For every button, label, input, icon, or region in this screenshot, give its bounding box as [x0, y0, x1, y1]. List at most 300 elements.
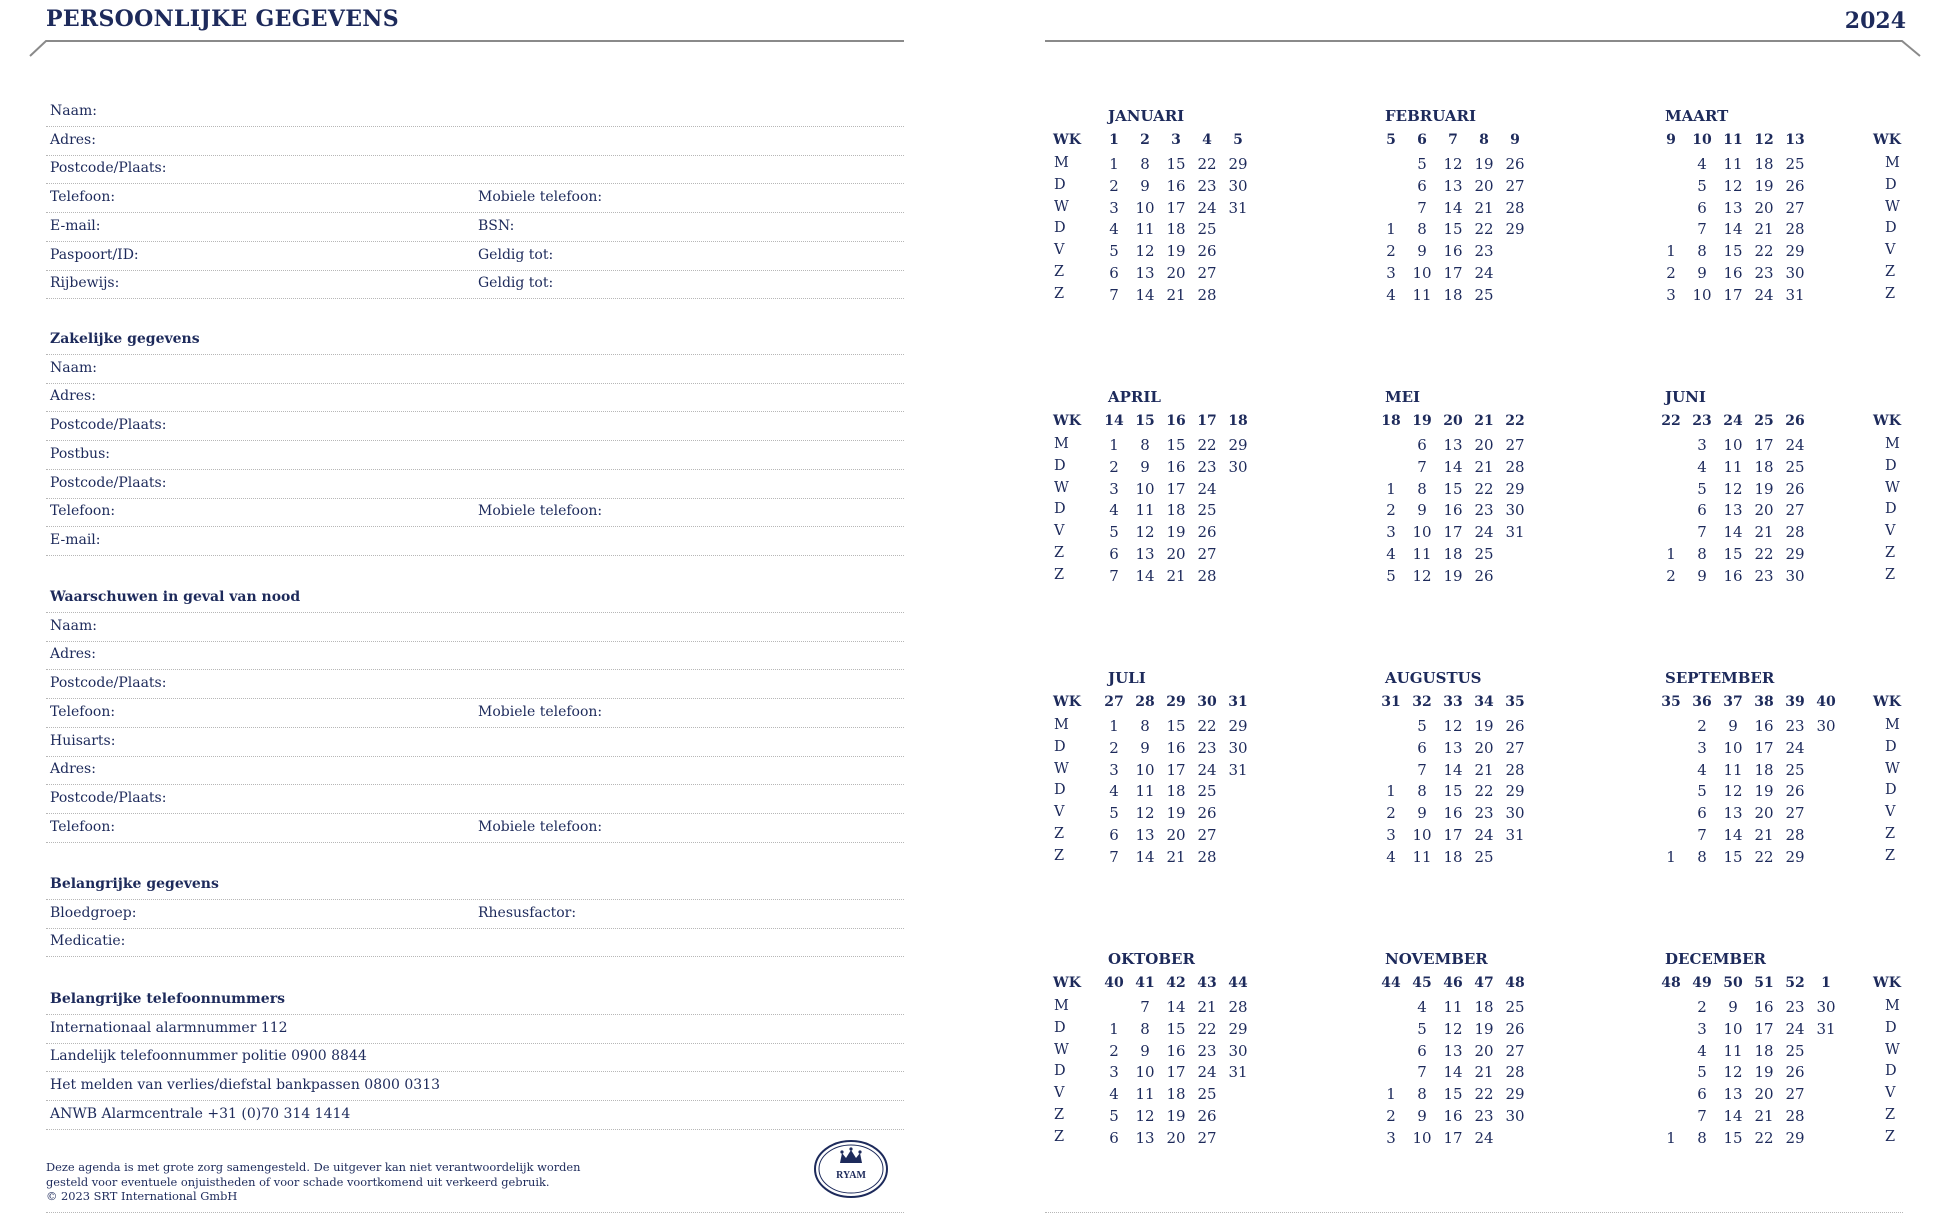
- business-field-row[interactable]: [46, 383, 904, 412]
- day-number: 8: [1697, 1128, 1707, 1147]
- week-number: 32: [1412, 694, 1432, 710]
- day-number: 20: [1474, 738, 1494, 757]
- day-number: 9: [1140, 738, 1150, 757]
- field-label-secondary: Geldig tot:: [478, 275, 554, 292]
- field-label: Rijbewijs:: [50, 275, 120, 292]
- day-number: 12: [1135, 804, 1155, 823]
- weekday-label-left: Z: [1054, 1128, 1065, 1145]
- day-number: 1: [1666, 545, 1676, 563]
- day-number: 27: [1505, 436, 1525, 454]
- day-number: 13: [1723, 501, 1743, 520]
- day-number: 9: [1417, 242, 1427, 261]
- month-name: SEPTEMBER: [1665, 669, 1775, 687]
- day-number: 31: [1785, 285, 1805, 304]
- day-number: 1: [1386, 1085, 1396, 1104]
- day-number: 14: [1135, 847, 1155, 866]
- disclaimer-line: gesteld voor eventuele onjuistheden of voor schade voortkomend uit verkeerd gebruik.: [46, 1174, 550, 1189]
- week-number: 9: [1510, 132, 1520, 148]
- day-number: 12: [1723, 176, 1743, 195]
- day-number: 17: [1443, 523, 1463, 542]
- weekday-label-left: W: [1054, 1041, 1069, 1058]
- weekday-label-left: Z: [1054, 826, 1065, 842]
- weekday-label-left: Z: [1054, 847, 1065, 864]
- personal-field-row[interactable]: [46, 270, 904, 299]
- personal-field-row[interactable]: [46, 213, 904, 242]
- phones-field-row[interactable]: [46, 1072, 904, 1101]
- day-number: 29: [1785, 847, 1805, 866]
- phones-section-title: [46, 986, 904, 1015]
- week-number: 21: [1474, 413, 1494, 429]
- field-label: Telefoon:: [50, 503, 116, 520]
- day-number: 26: [1785, 1063, 1805, 1082]
- day-number: 6: [1697, 501, 1707, 520]
- week-number: 47: [1474, 975, 1494, 991]
- week-number: 15: [1135, 413, 1155, 429]
- section-heading: Belangrijke telefoonnummers: [50, 991, 285, 1007]
- day-number: 25: [1474, 285, 1494, 304]
- day-number: 12: [1443, 717, 1463, 735]
- day-number: 8: [1697, 242, 1707, 261]
- day-number: 27: [1785, 1085, 1805, 1104]
- day-number: 21: [1474, 198, 1494, 217]
- day-number: 4: [1417, 998, 1427, 1016]
- week-number: 25: [1754, 413, 1774, 429]
- day-number: 28: [1785, 826, 1805, 844]
- day-number: 8: [1417, 220, 1427, 239]
- day-number: 28: [1197, 566, 1217, 585]
- day-number: 8: [1697, 545, 1707, 563]
- week-number: 44: [1228, 975, 1248, 991]
- day-number: 28: [1197, 847, 1217, 866]
- day-number: 17: [1166, 479, 1186, 498]
- day-number: 20: [1166, 1128, 1186, 1147]
- day-number: 22: [1474, 479, 1494, 498]
- day-number: 22: [1474, 782, 1494, 801]
- day-number: 16: [1166, 176, 1186, 195]
- section-heading: Belangrijke gegevens: [50, 876, 219, 892]
- day-number: 3: [1109, 1063, 1119, 1082]
- week-number: 20: [1443, 413, 1463, 429]
- field-label: Postcode/Plaats:: [50, 417, 167, 434]
- day-number: 3: [1386, 826, 1396, 844]
- week-number: 14: [1104, 413, 1124, 429]
- personal-field-row[interactable]: [46, 127, 904, 156]
- emergency-field-row[interactable]: [46, 613, 904, 642]
- day-number: 27: [1197, 826, 1217, 844]
- day-number: 5: [1386, 566, 1396, 585]
- business-field-row[interactable]: [46, 527, 904, 556]
- field-label: Adres:: [50, 131, 96, 148]
- week-number: 10: [1692, 132, 1712, 148]
- day-number: 21: [1474, 457, 1494, 476]
- day-number: 20: [1754, 804, 1774, 823]
- day-number: 29: [1505, 1085, 1525, 1104]
- weekday-label-left: V: [1054, 242, 1065, 259]
- day-number: 17: [1166, 198, 1186, 217]
- day-number: 1: [1666, 242, 1676, 261]
- day-number: 27: [1505, 738, 1525, 757]
- day-number: 26: [1197, 523, 1217, 542]
- day-number: 19: [1754, 479, 1774, 498]
- day-number: 16: [1723, 566, 1743, 585]
- day-number: 18: [1754, 155, 1774, 173]
- day-number: 23: [1754, 566, 1774, 585]
- day-number: 17: [1723, 285, 1743, 304]
- day-number: 26: [1197, 242, 1217, 261]
- day-number: 17: [1166, 760, 1186, 779]
- day-number: 10: [1135, 198, 1155, 217]
- week-number: 35: [1505, 694, 1525, 710]
- personal-field-row[interactable]: [46, 155, 904, 184]
- personal-field-row[interactable]: [46, 184, 904, 213]
- day-number: 2: [1109, 176, 1119, 195]
- day-number: 5: [1697, 176, 1707, 195]
- field-label-secondary: Mobiele telefoon:: [478, 189, 603, 206]
- day-number: 2: [1386, 804, 1396, 823]
- day-number: 18: [1166, 501, 1186, 520]
- weekday-label-right: Z: [1885, 847, 1896, 864]
- day-number: 8: [1417, 479, 1427, 498]
- day-number: 8: [1697, 847, 1707, 866]
- weekday-label-right: V: [1885, 523, 1896, 540]
- day-number: 24: [1474, 264, 1494, 282]
- day-number: 20: [1474, 1041, 1494, 1060]
- day-number: 13: [1443, 436, 1463, 454]
- day-number: 23: [1474, 804, 1494, 823]
- day-number: 19: [1754, 782, 1774, 801]
- day-number: 21: [1474, 760, 1494, 779]
- day-number: 3: [1386, 523, 1396, 542]
- day-number: 28: [1197, 285, 1217, 304]
- day-number: 2: [1386, 501, 1396, 520]
- day-number: 8: [1417, 1085, 1427, 1104]
- phones-field-row[interactable]: [46, 1101, 904, 1130]
- day-number: 15: [1166, 436, 1186, 454]
- important-section-title: [46, 871, 904, 900]
- bottom-divider-right: [1045, 1212, 1903, 1213]
- day-number: 23: [1197, 1041, 1217, 1060]
- field-label-secondary: BSN:: [478, 217, 515, 234]
- week-number: 22: [1661, 413, 1681, 429]
- week-label-right: WK: [1873, 413, 1901, 429]
- day-number: 28: [1505, 1063, 1525, 1082]
- day-number: 30: [1505, 501, 1525, 520]
- field-label: Paspoort/ID:: [50, 246, 139, 263]
- day-number: 12: [1135, 1107, 1155, 1125]
- emergency-field-row[interactable]: [46, 641, 904, 670]
- day-number: 1: [1666, 847, 1676, 866]
- emergency-field-row[interactable]: [46, 785, 904, 814]
- business-field-row[interactable]: [46, 412, 904, 441]
- day-number: 18: [1166, 220, 1186, 239]
- day-number: 11: [1723, 457, 1743, 476]
- day-number: 11: [1412, 285, 1432, 304]
- day-number: 19: [1474, 1019, 1494, 1038]
- day-number: 14: [1135, 566, 1155, 585]
- day-number: 19: [1166, 523, 1186, 542]
- day-number: 9: [1728, 717, 1738, 735]
- day-number: 28: [1505, 760, 1525, 779]
- week-number: 19: [1412, 413, 1432, 429]
- day-number: 5: [1697, 479, 1707, 498]
- emergency-field-row[interactable]: [46, 728, 904, 757]
- weekday-label-right: Z: [1885, 545, 1896, 561]
- business-field-row[interactable]: [46, 470, 904, 499]
- day-number: 14: [1723, 826, 1743, 844]
- week-number: 40: [1104, 975, 1124, 991]
- day-number: 9: [1728, 998, 1738, 1016]
- day-number: 2: [1109, 1041, 1119, 1060]
- field-label: Het melden van verlies/diefstal bankpassen 0800 0313: [50, 1077, 441, 1094]
- day-number: 30: [1228, 1041, 1248, 1060]
- day-number: 30: [1228, 738, 1248, 757]
- weekday-label-left: D: [1054, 1019, 1066, 1036]
- week-number: 49: [1692, 975, 1712, 991]
- day-number: 4: [1697, 457, 1707, 476]
- day-number: 4: [1697, 1041, 1707, 1060]
- phones-field-row[interactable]: [46, 1015, 904, 1044]
- day-number: 6: [1697, 1085, 1707, 1104]
- day-number: 12: [1135, 242, 1155, 261]
- field-label: Postcode/Plaats:: [50, 474, 167, 491]
- day-number: 3: [1109, 198, 1119, 217]
- emergency-section-title: [46, 584, 904, 613]
- day-number: 10: [1723, 1019, 1743, 1038]
- month-name: MAART: [1665, 107, 1729, 125]
- day-number: 21: [1197, 998, 1217, 1016]
- day-number: 5: [1417, 155, 1427, 173]
- field-label: Telefoon:: [50, 818, 116, 835]
- business-field-row[interactable]: [46, 355, 904, 384]
- day-number: 24: [1785, 738, 1805, 757]
- week-number: 45: [1412, 975, 1432, 991]
- day-number: 27: [1785, 804, 1805, 823]
- weekday-label-right: W: [1885, 479, 1900, 496]
- day-number: 5: [1417, 1019, 1427, 1038]
- day-number: 24: [1197, 198, 1217, 217]
- day-number: 10: [1412, 826, 1432, 844]
- section-heading: Waarschuwen in geval van nood: [50, 589, 301, 605]
- day-number: 15: [1443, 220, 1463, 239]
- day-number: 23: [1785, 998, 1805, 1016]
- phones-field-row[interactable]: [46, 1043, 904, 1072]
- day-number: 17: [1443, 826, 1463, 844]
- weekday-label-right: M: [1885, 155, 1900, 171]
- weekday-label-left: V: [1054, 523, 1065, 540]
- day-number: 3: [1697, 436, 1707, 454]
- day-number: 24: [1197, 1063, 1217, 1082]
- day-number: 23: [1785, 717, 1805, 735]
- weekday-label-right: Z: [1885, 1107, 1896, 1123]
- personal-field-row[interactable]: [46, 242, 904, 271]
- month-name: FEBRUARI: [1385, 107, 1476, 125]
- day-number: 29: [1785, 242, 1805, 261]
- weekday-label-right: M: [1885, 717, 1900, 733]
- day-number: 15: [1723, 847, 1743, 866]
- day-number: 5: [1109, 242, 1119, 261]
- day-number: 24: [1474, 1128, 1494, 1147]
- day-number: 13: [1723, 198, 1743, 217]
- day-number: 6: [1417, 1041, 1427, 1060]
- day-number: 17: [1754, 1019, 1774, 1038]
- week-number: 29: [1166, 694, 1186, 710]
- weekday-label-right: D: [1885, 220, 1897, 237]
- day-number: 22: [1197, 717, 1217, 735]
- day-number: 2: [1666, 566, 1676, 585]
- day-number: 24: [1197, 479, 1217, 498]
- day-number: 29: [1228, 155, 1248, 173]
- day-number: 8: [1140, 436, 1150, 454]
- day-number: 6: [1417, 738, 1427, 757]
- weekday-label-left: W: [1054, 760, 1069, 777]
- day-number: 23: [1474, 501, 1494, 520]
- day-number: 7: [1697, 220, 1707, 239]
- week-number: 24: [1723, 413, 1743, 429]
- day-number: 16: [1443, 501, 1463, 520]
- personal-field-row[interactable]: [46, 98, 904, 127]
- page-title: PERSOONLIJKE GEGEVENS: [46, 6, 399, 32]
- day-number: 7: [1109, 566, 1119, 585]
- weekday-label-left: W: [1054, 198, 1069, 215]
- week-number: 37: [1723, 694, 1743, 710]
- week-number: 9: [1666, 132, 1676, 148]
- day-number: 6: [1417, 176, 1427, 195]
- field-label: Postcode/Plaats:: [50, 675, 167, 692]
- week-number: 5: [1386, 132, 1396, 148]
- day-number: 15: [1166, 155, 1186, 173]
- day-number: 14: [1166, 998, 1186, 1016]
- day-number: 31: [1228, 760, 1248, 779]
- day-number: 12: [1723, 1063, 1743, 1082]
- emergency-field-row[interactable]: [46, 814, 904, 843]
- weekday-label-right: D: [1885, 782, 1897, 799]
- week-number: 34: [1474, 694, 1494, 710]
- emergency-field-row[interactable]: [46, 670, 904, 699]
- day-number: 1: [1109, 436, 1119, 454]
- emergency-field-row[interactable]: [46, 756, 904, 785]
- day-number: 25: [1474, 847, 1494, 866]
- day-number: 8: [1140, 155, 1150, 173]
- day-number: 2: [1697, 998, 1707, 1016]
- day-number: 6: [1109, 545, 1119, 563]
- week-number: 44: [1381, 975, 1401, 991]
- business-field-row[interactable]: [46, 498, 904, 527]
- emergency-field-row[interactable]: [46, 699, 904, 728]
- day-number: 21: [1166, 847, 1186, 866]
- day-number: 12: [1723, 479, 1743, 498]
- weekday-label-left: M: [1054, 436, 1069, 452]
- crown-icon: [840, 1147, 862, 1163]
- day-number: 25: [1505, 998, 1525, 1016]
- day-number: 19: [1166, 1107, 1186, 1125]
- field-label: E-mail:: [50, 217, 101, 234]
- day-number: 18: [1474, 998, 1494, 1016]
- weekday-label-right: V: [1885, 1085, 1896, 1102]
- day-number: 5: [1697, 1063, 1707, 1082]
- field-label: Postcode/Plaats:: [50, 789, 167, 806]
- field-label-secondary: Mobiele telefoon:: [478, 703, 603, 720]
- day-number: 14: [1443, 1063, 1463, 1082]
- week-number: 40: [1816, 694, 1836, 710]
- day-number: 16: [1723, 264, 1743, 282]
- day-number: 17: [1443, 1128, 1463, 1147]
- day-number: 4: [1386, 285, 1396, 304]
- day-number: 25: [1785, 457, 1805, 476]
- day-number: 3: [1109, 479, 1119, 498]
- weekday-label-left: D: [1054, 220, 1066, 237]
- field-label: Naam:: [50, 617, 97, 634]
- day-number: 20: [1754, 501, 1774, 520]
- day-number: 3: [1697, 738, 1707, 757]
- day-number: 7: [1697, 1107, 1707, 1125]
- day-number: 14: [1443, 457, 1463, 476]
- day-number: 15: [1166, 1019, 1186, 1038]
- day-number: 24: [1197, 760, 1217, 779]
- week-number: 43: [1197, 975, 1217, 991]
- day-number: 20: [1474, 176, 1494, 195]
- weekday-label-right: W: [1885, 760, 1900, 777]
- day-number: 22: [1197, 436, 1217, 454]
- day-number: 27: [1505, 1041, 1525, 1060]
- day-number: 11: [1135, 220, 1155, 239]
- day-number: 7: [1140, 998, 1150, 1016]
- section-heading: Zakelijke gegevens: [50, 331, 200, 347]
- day-number: 11: [1135, 1085, 1155, 1104]
- day-number: 24: [1474, 523, 1494, 542]
- weekday-label-right: W: [1885, 1041, 1900, 1058]
- day-number: 4: [1109, 1085, 1119, 1104]
- day-number: 25: [1474, 545, 1494, 563]
- day-number: 5: [1109, 523, 1119, 542]
- day-number: 22: [1474, 1085, 1494, 1104]
- day-number: 3: [1386, 1128, 1396, 1147]
- important-field-row[interactable]: [46, 928, 904, 957]
- day-number: 9: [1697, 264, 1707, 282]
- day-number: 6: [1697, 198, 1707, 217]
- day-number: 16: [1166, 457, 1186, 476]
- week-number: 28: [1135, 694, 1155, 710]
- disclaimer-line: Deze agenda is met grote zorg samengesteld. De uitgever kan niet verantwoordelijk worden: [46, 1160, 581, 1174]
- day-number: 11: [1443, 998, 1463, 1016]
- day-number: 6: [1109, 1128, 1119, 1147]
- field-label-secondary: Mobiele telefoon:: [478, 503, 603, 520]
- week-number: 31: [1381, 694, 1401, 710]
- important-field-row[interactable]: [46, 900, 904, 929]
- business-field-row[interactable]: [46, 441, 904, 470]
- day-number: 30: [1785, 264, 1805, 282]
- week-number: 6: [1417, 132, 1427, 148]
- month-name: OKTOBER: [1108, 950, 1195, 968]
- week-label-right: WK: [1873, 975, 1901, 991]
- day-number: 13: [1443, 1041, 1463, 1060]
- weekday-label-right: D: [1885, 176, 1897, 193]
- field-label: Naam:: [50, 103, 97, 119]
- day-number: 6: [1417, 436, 1427, 454]
- day-number: 20: [1474, 436, 1494, 454]
- day-number: 22: [1474, 220, 1494, 239]
- day-number: 13: [1135, 264, 1155, 282]
- day-number: 3: [1666, 285, 1676, 304]
- month-name: MEI: [1385, 388, 1421, 406]
- day-number: 29: [1785, 1128, 1805, 1147]
- weekday-label-left: Z: [1054, 264, 1065, 280]
- day-number: 23: [1197, 738, 1217, 757]
- day-number: 12: [1135, 523, 1155, 542]
- day-number: 12: [1723, 782, 1743, 801]
- field-label: Medicatie:: [50, 933, 126, 950]
- day-number: 20: [1166, 545, 1186, 563]
- disclaimer-line: © 2023 SRT International GmbH: [46, 1189, 238, 1203]
